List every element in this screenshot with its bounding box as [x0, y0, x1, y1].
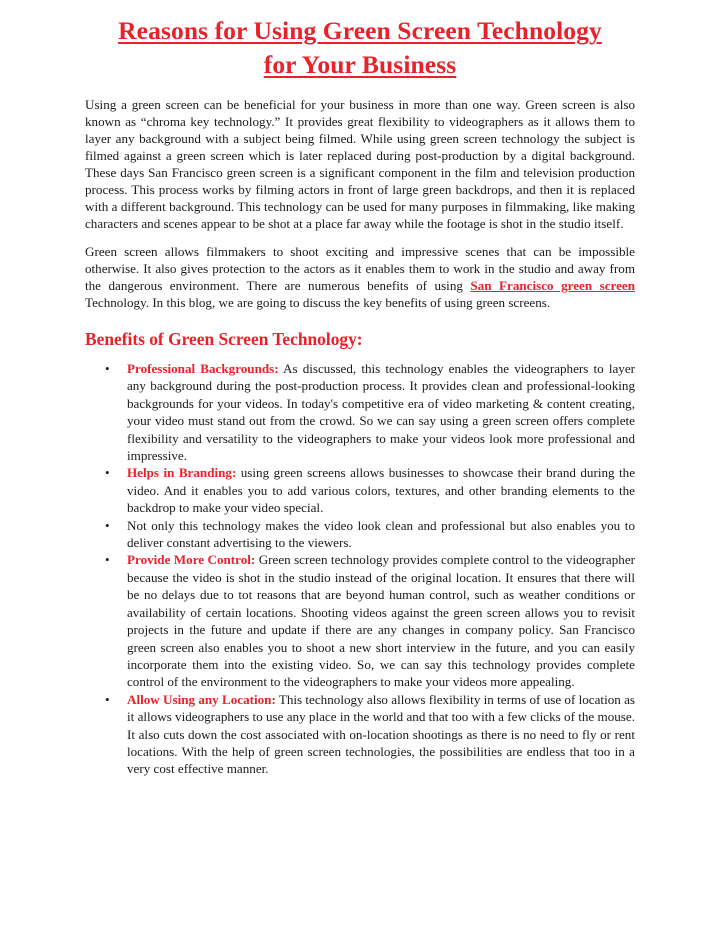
second-paragraph	[85, 243, 635, 311]
document-title	[85, 14, 635, 82]
bullet-icon: •	[105, 361, 110, 376]
benefit-lead: Helps in Branding:	[127, 465, 237, 481]
document-page	[85, 14, 635, 778]
benefit-text: Green screen technology provides complete control to the videographer because the video is shot in the studio instead of the original location. It ensures that there will be no delays due to tot reasons that are beyond human control, such as weather conditions or availability of certain locations. Shooting videos against the green screen allows you to revisit projects in the future and update if there are any changes in company policy. San Francisco green screen also enables you to shoot a new short interview in the future, and you can easily incorporate them into the existing video. So, we can say this technology provides complete control of the environment to the videographers to make your videos more appealing.	[127, 552, 635, 690]
paragraph2-text-after: Technology. In this blog, we are going to discuss the key benefits of using green screens.	[85, 295, 551, 310]
benefit-text: Not only this technology makes the video look clean and professional but also enables you to deliver constant advertising to the viewers.	[127, 517, 635, 551]
benefit-lead: Provide More Control:	[127, 552, 256, 568]
bullet-icon: •	[105, 691, 110, 707]
title-line-1: Reasons for Using Green Screen Technology	[118, 16, 602, 45]
bullet-icon: •	[105, 465, 110, 481]
benefit-lead: Allow Using any Location:	[127, 691, 276, 707]
benefit-item-helps-in-branding	[85, 464, 635, 516]
benefits-heading: Benefits of Green Screen Technology:	[85, 329, 363, 349]
san-francisco-green-screen-link[interactable]: San Francisco green screen	[470, 278, 635, 293]
benefit-item-provide-more-control	[85, 551, 635, 690]
benefits-list	[85, 360, 635, 778]
bullet-icon: •	[105, 517, 110, 533]
benefit-item-constant-advertising	[85, 517, 635, 552]
benefit-item-professional-backgrounds	[85, 360, 635, 464]
benefit-lead: Professional Backgrounds:	[127, 361, 279, 376]
benefit-text: This technology also allows flexibility in terms of use of location as it allows videographers to use any place in the world and that too with a few clicks of the mouse. It also cuts down the cost associated with on-location shootings as there is no need to fly or rent locations. With the help of green screen technologies, the possibilities are endless that too in a very cost effective manner.	[127, 691, 635, 777]
paragraph2-text-before: Green screen allows filmmakers to shoot exciting and impressive scenes that can be impossible otherwise. It also gives protection to the actors as it enables them to work in the studio and away from the dangerous environment. There are numerous benefits of using	[85, 244, 635, 293]
benefit-text: using green screens allows businesses to showcase their brand during the video. And it enables you to add various colors, textures, and other branding elements to the backdrop to make your video special.	[127, 465, 636, 516]
intro-paragraph: Using a green screen can be beneficial for your business in more than one way. Green screen is also known as “chroma key technology.” It provides great flexibility to videographers as it allows them to layer any background with a subject being filmed. While using green screen technology the subject is filmed against a green screen which is later replaced during post-production by a digital background. These days San Francisco green screen is a significant component in the film and television production process. This process works by filming actors in front of large green backdrops, and then it is replaced with a different background. This technology can be used for many purposes in filmmaking, like making characters and scenes appear to be shot at a place far away while the footage is shot in the studio itself.	[85, 97, 635, 231]
bullet-icon: •	[105, 552, 110, 568]
benefit-text: As discussed, this technology enables the videographers to layer any background during the post-production process. It provides clean and professional-looking backgrounds for your videos. In today's competitive era of video marketing & content creating, your video must stand out from the crowd. So we can say using a green screen offers complete flexibility and versatility to the videographers to make your videos look more professional and impressive.	[127, 361, 635, 464]
benefit-item-allow-using-any-location	[85, 691, 635, 778]
title-line-2: for Your Business	[263, 50, 457, 79]
